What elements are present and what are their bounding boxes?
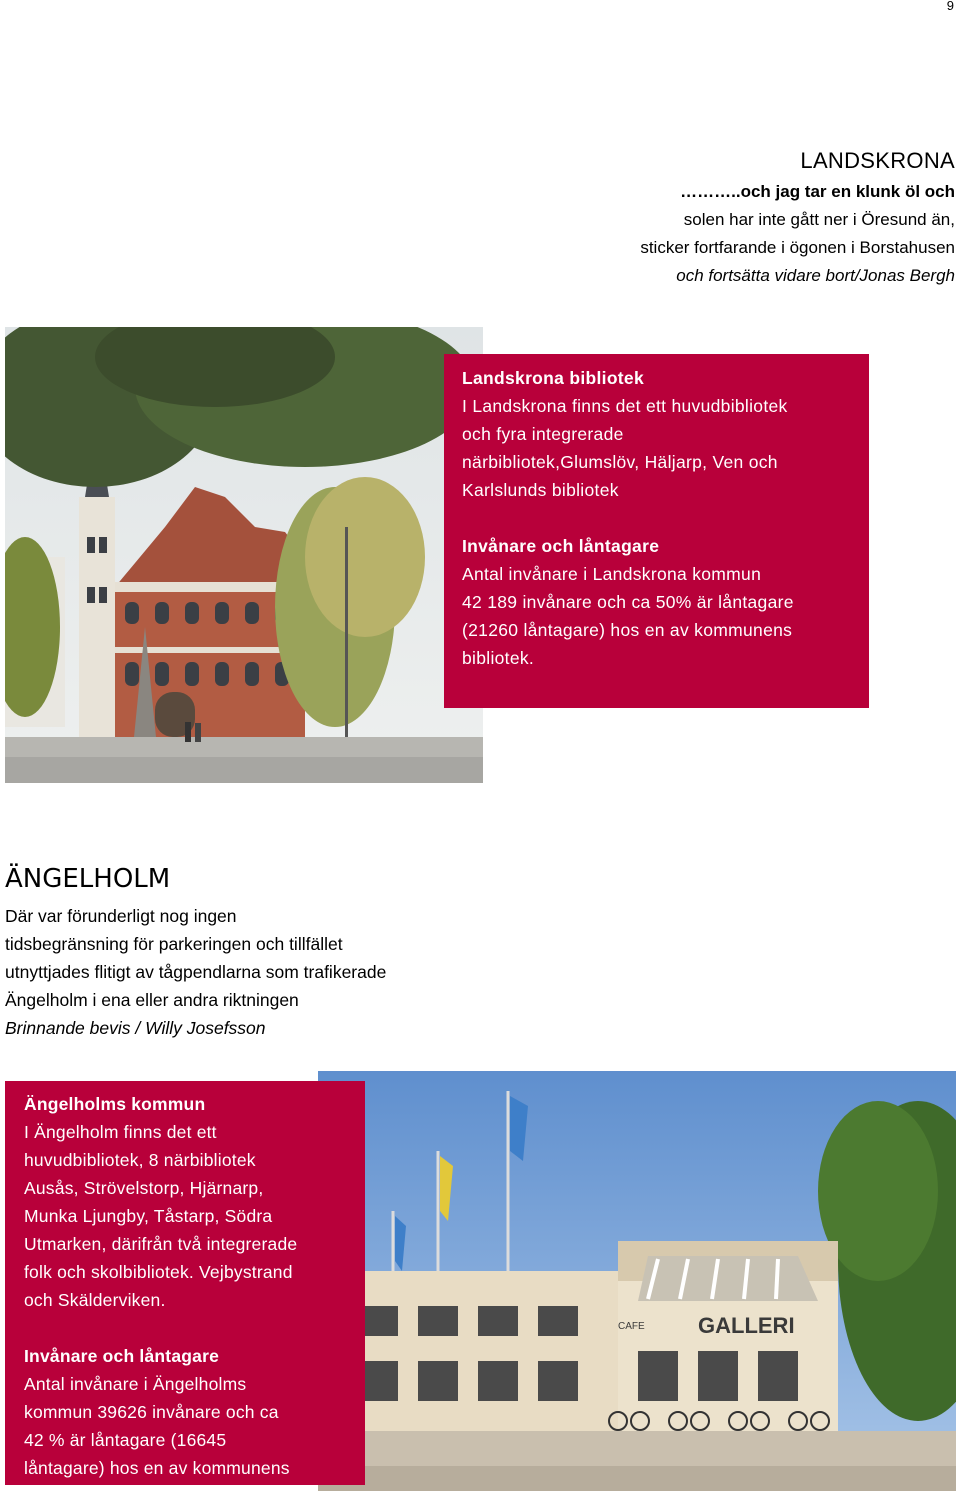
box-stat-line: bibliotek.	[462, 648, 535, 668]
box-line: närbibliotek,Glumslöv, Häljarp, Ven och	[462, 452, 778, 472]
angelholm-library-photo	[318, 1071, 956, 1491]
box-title: Landskrona bibliotek	[462, 368, 644, 388]
box-line: Ausås, Strövelstorp, Hjärnarp,	[24, 1178, 264, 1198]
box-stat-line: (21260 låntagare) hos en av kommunens	[462, 620, 793, 640]
quote-attribution: och fortsätta vidare bort/Jonas Bergh	[676, 266, 955, 285]
box-line: och Skälderviken.	[24, 1290, 166, 1310]
box-line: Utmarken, därifrån två integrerade	[24, 1234, 298, 1254]
box-stat-line: låntagare) hos en av kommunens	[24, 1458, 290, 1478]
box-stat-line: kommun 39626 invånare och ca	[24, 1402, 279, 1422]
angelholm-heading: ÄNGELHOLM	[5, 864, 171, 894]
box-stat-line: Antal invånare i Landskrona kommun	[462, 564, 762, 584]
galleri-sign: GALLERI	[698, 1313, 795, 1338]
box-line: huvudbibliotek, 8 närbibliotek	[24, 1150, 256, 1170]
landskrona-section	[395, 148, 955, 290]
box-line: Karlslunds bibliotek	[462, 480, 619, 500]
angelholm-library-box	[5, 1081, 365, 1485]
box-subtitle: Invånare och låntagare	[462, 536, 660, 556]
landskrona-library-photo	[5, 327, 483, 783]
box-line: Munka Ljungby, Tåstarp, Södra	[24, 1206, 273, 1226]
landskrona-library-box	[444, 354, 869, 708]
cafe-sign: CAFE	[618, 1321, 645, 1332]
box-subtitle: Invånare och låntagare	[24, 1346, 220, 1366]
quote-line: sticker fortfarande i ögonen i Borstahusen	[640, 238, 955, 257]
box-stat-line: 42 % är låntagare (16645	[24, 1430, 227, 1450]
quote-line: solen har inte gått ner i Öresund än,	[683, 210, 955, 229]
box-stat-line: Antal invånare i Ängelholms	[24, 1374, 247, 1394]
box-line: folk och skolbibliotek. Vejbystrand	[24, 1262, 293, 1282]
box-line: I Landskrona finns det ett huvudbibliotek	[462, 396, 788, 416]
angelholm-section	[5, 864, 525, 1042]
quote-attribution: Brinnande bevis / Willy Josefsson	[5, 1018, 266, 1038]
page-number: 9	[946, 0, 954, 13]
box-line: och fyra integrerade	[462, 424, 624, 444]
quote-line: utnyttjades flitigt av tågpendlarna som trafikerade	[5, 962, 387, 982]
quote-line: Ängelholm i ena eller andra riktningen	[5, 990, 299, 1010]
box-stat-line: 42 189 invånare och ca 50% är låntagare	[462, 592, 794, 612]
landskrona-heading: LANDSKRONA	[800, 148, 955, 173]
quote-line: tidsbegränsning för parkeringen och tillfället	[5, 934, 343, 954]
quote-line: ………..och jag tar en klunk öl och	[680, 182, 955, 201]
box-line: I Ängelholm finns det ett	[24, 1122, 217, 1142]
quote-line: Där var förunderligt nog ingen	[5, 906, 237, 926]
box-title: Ängelholms kommun	[24, 1094, 206, 1114]
